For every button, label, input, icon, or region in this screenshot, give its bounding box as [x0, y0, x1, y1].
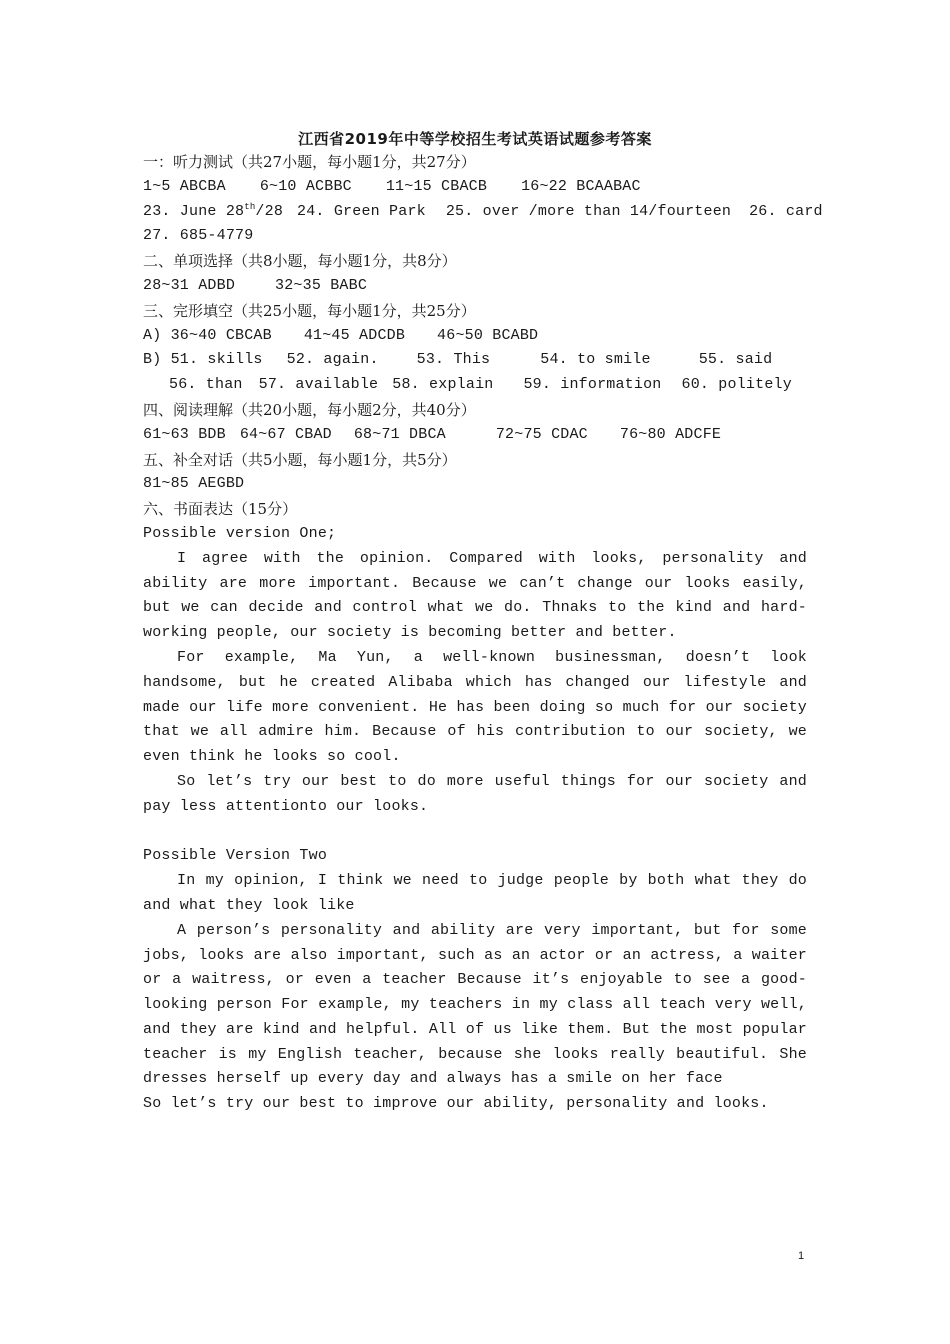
answer-item: 56. than [169, 376, 243, 394]
essay-two [143, 869, 807, 1117]
cloze-answers-row-b2 [143, 373, 807, 398]
answer-item: 52. again. [286, 351, 379, 369]
answer-group: 41~45 ADCDB [303, 326, 406, 344]
answer-group: A) 36~40 CBCAB [143, 326, 272, 344]
answer-content [143, 150, 823, 1117]
reading-answers-row [143, 423, 807, 448]
page-number: 1 [798, 1250, 805, 1262]
answer-item: 58. explain [392, 376, 494, 394]
answer-item: 53. This [416, 351, 491, 369]
section-choice-header: 二、单项选择（共8小题，每小题1分，共8分） [143, 252, 457, 271]
essay-two-paragraph-1: In my opinion, I think we need to judge people by both what they do and what they look like [143, 872, 807, 914]
answer-group: 72~75 CDAC [495, 425, 588, 443]
answer-group: 76~80 ADCFE [619, 425, 722, 443]
essay-two-paragraph-3: So let’s try our best to improve our ability, personality and looks. [143, 1095, 769, 1113]
answer-item: 24. Green Park [297, 202, 426, 220]
answer-group: 61~63 BDB [143, 425, 226, 443]
blank-line [143, 820, 807, 845]
cloze-answers-row-a [143, 324, 807, 349]
answer-group: 28~31 ADBD [143, 276, 236, 294]
section-dialogue-header: 五、补全对话（共5小题，每小题1分，共5分） [143, 450, 457, 469]
answer-item: 23. June 28th/28 [143, 201, 284, 220]
page-title: 江西省2019年中等学校招生考试英语试题参考答案 [298, 130, 652, 148]
answer-item: 25. over /more than 14/fourteen [445, 202, 732, 220]
answer-item: 60. politely [681, 376, 792, 394]
answer-group: 46~50 BCABD [437, 326, 539, 344]
answer-item: 55. said [698, 351, 773, 369]
essay-one-paragraph-3: So let’s try our best to do more useful things for our society and pay less attentionto our looks. [143, 772, 807, 815]
cloze-answers-row-b1 [143, 348, 807, 373]
answer-item: B) 51. skills [143, 351, 263, 369]
essay-two-paragraph-2: A person’s personality and ability are very important, but for some jobs, looks are also important, such as an actor or an actress, a waiter or a waitress, or even a teacher Because it’s enjoyable to see a good-looking person For example, my teachers in my class all teach very well, and they are kind and helpful. All of us like them. But the most popular teacher is my English teacher, because she looks really beautiful. She dresses herself up every day and always has a smile on her face [143, 921, 807, 1088]
answer-item: 54. to smile [540, 351, 651, 369]
answer-item: 26. card [749, 202, 823, 220]
answer-group: 1~5 ABCBA [143, 177, 226, 195]
essay-one [143, 547, 807, 820]
essay-two-heading: Possible Version Two [143, 847, 328, 865]
essay-one-heading: Possible version One; [143, 524, 337, 542]
answer-group: 6~10 ACBBC [259, 177, 352, 195]
dialogue-answers-row: 81~85 AEGBD [143, 475, 245, 493]
listening-answers-row-1 [143, 175, 807, 200]
listening-answers-row-3: 27. 685-4779 [143, 227, 254, 245]
essay-one-paragraph-2: For example, Ma Yun, a well-known businessman, doesn’t look handsome, but he created Alibaba which has changed our lifestyle and made our life more convenient. He has been doing so much for our society that we all admire him. Because of his contribution to our society, we even think he looks so cool. [143, 648, 807, 766]
answer-group: 68~71 DBCA [353, 425, 446, 443]
answer-group: 32~35 BABC [275, 276, 368, 294]
answer-item: 57. available [258, 376, 379, 394]
essay-one-paragraph-1: I agree with the opinion. Compared with looks, personality and ability are more important. Because we can’t change our looks easily, but we can decide and control what we do. Thnaks to the kind and hard-working people, our society is becoming better and better. [143, 549, 807, 642]
answer-item: 59. information [523, 376, 662, 394]
listening-answers-row-2 [143, 200, 823, 225]
answer-group: 64~67 CBAD [239, 425, 332, 443]
answer-group: 11~15 CBACB [385, 177, 488, 195]
section-reading-header: 四、阅读理解（共20小题，每小题2分，共40分） [143, 400, 476, 419]
section-listening-header: 一：听力测试（共27小题，每小题1分，共27分） [143, 153, 476, 171]
section-cloze-header: 三、完形填空（共25小题，每小题1分，共25分） [143, 301, 476, 320]
choice-answers-row [143, 274, 807, 299]
section-writing-header: 六、书面表达（15分） [143, 500, 298, 519]
answer-group: 16~22 BCAABAC [521, 177, 641, 195]
